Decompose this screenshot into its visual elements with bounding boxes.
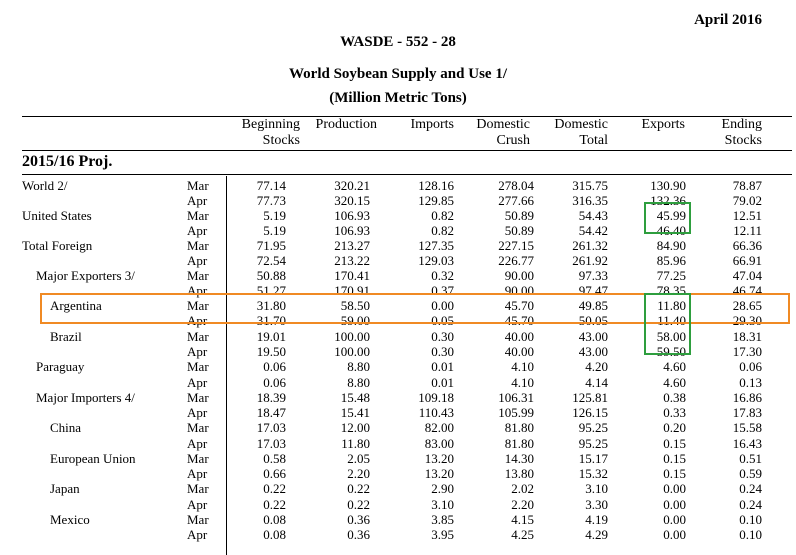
cell-value: 18.31 [732,329,762,344]
row-month: Apr [187,527,208,542]
cell-value: 129.85 [418,193,454,208]
cell-value: 261.32 [572,238,608,253]
table-row [0,497,796,512]
column-header-ending-stocks [722,117,762,149]
cell-value: 16.43 [732,436,762,451]
table-row [0,420,796,435]
cell-value: 8.80 [347,375,370,390]
cell-value: 0.10 [739,527,762,542]
row-label: China [50,420,82,435]
cell-value: 77.14 [256,178,286,193]
row-label: World 2/ [22,178,68,193]
cell-value: 13.80 [504,466,534,481]
table-row [0,527,796,542]
cell-value: 15.32 [578,466,608,481]
cell-value: 28.65 [732,298,762,313]
cell-value: 2.20 [347,466,370,481]
cell-value: 315.75 [572,178,608,193]
row-month: Apr [187,375,208,390]
table-title: World Soybean Supply and Use 1/ [289,66,507,82]
cell-value: 3.95 [431,527,454,542]
cell-value: 106.93 [334,223,370,238]
table-row [0,253,796,268]
cell-value: 0.00 [663,481,686,496]
table-row [0,238,796,253]
cell-value: 278.04 [498,178,534,193]
cell-value: 227.15 [498,238,534,253]
cell-value: 95.25 [578,420,608,435]
cell-value: 78.35 [656,283,686,298]
cell-value: 110.43 [418,405,454,420]
row-month: Apr [187,193,208,208]
cell-value: 320.15 [334,193,370,208]
row-month: Apr [187,436,208,451]
cell-value: 0.15 [663,451,686,466]
column-header-exports [641,117,685,133]
table-row [0,359,796,374]
cell-value: 0.06 [263,375,286,390]
cell-value: 0.15 [663,466,686,481]
cell-value: 17.03 [256,436,286,451]
cell-value: 4.20 [585,359,608,374]
cell-value: 5.19 [263,223,286,238]
row-month: Mar [187,420,209,435]
cell-value: 83.00 [424,436,454,451]
cell-value: 11.40 [657,313,686,328]
column-header-line2: Stocks [724,133,762,148]
cell-value: 43.00 [578,344,608,359]
cell-value: 4.14 [585,375,608,390]
cell-value: 0.10 [739,512,762,527]
row-month: Mar [187,390,209,405]
cell-value: 78.87 [732,178,762,193]
cell-value: 95.25 [578,436,608,451]
cell-value: 0.30 [431,329,454,344]
cell-value: 2.90 [431,481,454,496]
row-label: Major Exporters 3/ [36,268,135,283]
column-header-line1: Domestic [554,117,608,132]
cell-value: 54.42 [578,223,608,238]
row-month: Mar [187,238,209,253]
row-month: Mar [187,178,209,193]
cell-value: 50.89 [504,208,534,223]
row-label: Paraguay [36,359,85,374]
cell-value: 50.88 [256,268,286,283]
cell-value: 0.01 [431,375,454,390]
row-month: Mar [187,268,209,283]
cell-value: 4.10 [511,359,534,374]
row-month: Mar [187,451,209,466]
cell-value: 0.00 [663,527,686,542]
column-header-imports [410,117,454,133]
cell-value: 100.00 [334,329,370,344]
cell-value: 0.51 [739,451,762,466]
cell-value: 4.25 [511,527,534,542]
cell-value: 0.00 [663,497,686,512]
cell-value: 19.01 [256,329,286,344]
cell-value: 130.90 [650,178,686,193]
cell-value: 18.39 [256,390,286,405]
cell-value: 5.19 [263,208,286,223]
row-month: Mar [187,208,209,223]
cell-value: 81.80 [504,420,534,435]
row-label: Major Importers 4/ [36,390,135,405]
cell-value: 18.47 [256,405,286,420]
cell-value: 0.22 [347,497,370,512]
cell-value: 0.38 [663,390,686,405]
cell-value: 3.85 [431,512,454,527]
cell-value: 0.37 [431,283,454,298]
cell-value: 58.50 [340,298,370,313]
cell-value: 17.30 [732,344,762,359]
cell-value: 0.22 [263,481,286,496]
column-header-line1: Imports [410,117,454,132]
table-row [0,512,796,527]
row-month: Mar [187,359,209,374]
column-header-production [316,117,377,133]
cell-value: 82.00 [424,420,454,435]
cell-value: 213.27 [334,238,370,253]
table-units: (Million Metric Tons) [329,90,467,106]
row-month: Apr [187,313,208,328]
row-label: Argentina [50,298,102,313]
cell-value: 0.66 [263,466,286,481]
cell-value: 15.17 [578,451,608,466]
row-month: Mar [187,298,209,313]
cell-value: 72.54 [256,253,286,268]
cell-value: 84.90 [656,238,686,253]
cell-value: 126.15 [572,405,608,420]
cell-value: 58.00 [656,329,686,344]
cell-value: 16.86 [732,390,762,405]
cell-value: 0.15 [663,436,686,451]
cell-value: 316.35 [572,193,608,208]
row-label: United States [22,208,92,223]
cell-value: 12.00 [340,420,370,435]
exports-highlight-box-us [644,202,691,234]
cell-value: 29.30 [732,313,762,328]
row-month: Mar [187,481,209,496]
cell-value: 51.27 [256,283,286,298]
table-row [0,466,796,481]
cell-value: 4.29 [585,527,608,542]
cell-value: 50.05 [578,313,608,328]
cell-value: 97.47 [578,283,608,298]
header-bottom-rule [22,150,792,151]
cell-value: 47.04 [732,268,762,283]
column-header-line1: Exports [641,117,685,132]
cell-value: 0.24 [739,481,762,496]
cell-value: 4.15 [511,512,534,527]
cell-value: 127.35 [418,238,454,253]
cell-value: 31.80 [256,298,286,313]
cell-value: 71.95 [256,238,286,253]
cell-value: 8.80 [347,359,370,374]
column-header-beginning-stocks [242,117,300,149]
cell-value: 3.30 [585,497,608,512]
cell-value: 49.85 [578,298,608,313]
cell-value: 170.41 [334,268,370,283]
cell-value: 0.82 [431,208,454,223]
table-row [0,268,796,283]
cell-value: 4.60 [663,359,686,374]
cell-value: 0.06 [739,359,762,374]
cell-value: 129.03 [418,253,454,268]
cell-value: 11.80 [341,436,370,451]
cell-value: 97.33 [578,268,608,283]
row-month: Apr [187,223,208,238]
row-month: Apr [187,497,208,512]
cell-value: 45.99 [656,208,686,223]
cell-value: 320.21 [334,178,370,193]
column-header-line1: Domestic [476,117,530,132]
cell-value: 2.05 [347,451,370,466]
cell-value: 0.36 [347,512,370,527]
column-header-domestic-crush [476,117,530,149]
row-month: Apr [187,253,208,268]
section-rule [22,174,792,175]
cell-value: 0.01 [431,359,454,374]
cell-value: 54.43 [578,208,608,223]
cell-value: 0.00 [663,512,686,527]
cell-value: 0.58 [263,451,286,466]
cell-value: 79.02 [732,193,762,208]
column-header-line2: Total [579,133,608,148]
row-month: Apr [187,466,208,481]
row-month: Mar [187,329,209,344]
cell-value: 90.00 [504,268,534,283]
cell-value: 19.50 [256,344,286,359]
cell-value: 277.66 [498,193,534,208]
table-row [0,390,796,405]
column-header-line1: Production [315,117,377,132]
cell-value: 0.06 [263,359,286,374]
cell-value: 13.20 [424,451,454,466]
cell-value: 14.30 [504,451,534,466]
cell-value: 125.81 [572,390,608,405]
cell-value: 0.82 [431,223,454,238]
table-row [0,375,796,390]
cell-value: 0.22 [263,497,286,512]
cell-value: 0.13 [739,375,762,390]
cell-value: 0.20 [663,420,686,435]
table-row [0,405,796,420]
cell-value: 66.36 [732,238,762,253]
cell-value: 0.24 [739,497,762,512]
cell-value: 0.33 [663,405,686,420]
cell-value: 59.50 [656,344,686,359]
cell-value: 66.91 [732,253,762,268]
cell-value: 170.91 [334,283,370,298]
cell-value: 81.80 [504,436,534,451]
cell-value: 31.70 [256,313,286,328]
cell-value: 0.00 [431,298,454,313]
report-code: WASDE - 552 - 28 [340,34,456,50]
cell-value: 132.36 [650,193,686,208]
cell-value: 105.99 [498,405,534,420]
row-month: Apr [187,283,208,298]
cell-value: 50.89 [504,223,534,238]
cell-value: 100.00 [334,344,370,359]
cell-value: 46.40 [656,223,686,238]
cell-value: 12.51 [732,208,762,223]
cell-value: 128.16 [418,178,454,193]
cell-value: 40.00 [504,344,534,359]
cell-value: 17.83 [732,405,762,420]
report-date: April 2016 [694,12,762,28]
cell-value: 0.59 [739,466,762,481]
cell-value: 17.03 [256,420,286,435]
row-label: European Union [50,451,136,466]
cell-value: 109.18 [418,390,454,405]
cell-value: 0.08 [263,512,286,527]
table-row [0,178,796,193]
exports-highlight-box-argentina-brazil [644,293,691,355]
cell-value: 13.20 [424,466,454,481]
column-header-line2: Stocks [262,133,300,148]
cell-value: 46.74 [732,283,762,298]
cell-value: 261.92 [572,253,608,268]
cell-value: 3.10 [431,497,454,512]
cell-value: 40.00 [504,329,534,344]
table-row [0,451,796,466]
cell-value: 77.73 [256,193,286,208]
row-label: Mexico [50,512,90,527]
cell-value: 4.19 [585,512,608,527]
row-label: Brazil [50,329,82,344]
cell-value: 4.60 [663,375,686,390]
cell-value: 0.22 [347,481,370,496]
cell-value: 11.80 [657,298,686,313]
row-label: Total Foreign [22,238,93,253]
cell-value: 59.00 [340,313,370,328]
cell-value: 12.11 [733,223,762,238]
column-header-line1: Beginning [241,117,300,132]
cell-value: 106.31 [498,390,534,405]
cell-value: 4.10 [511,375,534,390]
cell-value: 0.36 [347,527,370,542]
row-month: Apr [187,344,208,359]
cell-value: 2.20 [511,497,534,512]
section-label: 2015/16 Proj. [22,153,113,170]
cell-value: 77.25 [656,268,686,283]
cell-value: 3.10 [585,481,608,496]
cell-value: 106.93 [334,208,370,223]
cell-value: 43.00 [578,329,608,344]
cell-value: 15.58 [732,420,762,435]
cell-value: 0.05 [431,313,454,328]
cell-value: 15.41 [340,405,370,420]
cell-value: 15.48 [340,390,370,405]
cell-value: 0.32 [431,268,454,283]
cell-value: 0.08 [263,527,286,542]
cell-value: 213.22 [334,253,370,268]
row-month: Mar [187,512,209,527]
cell-value: 2.02 [511,481,534,496]
cell-value: 0.30 [431,344,454,359]
column-header-domestic-total [554,117,608,149]
cell-value: 226.77 [498,253,534,268]
table-row [0,436,796,451]
row-label: Japan [50,481,80,496]
cell-value: 45.70 [504,298,534,313]
cell-value: 90.00 [504,283,534,298]
column-header-line2: Crush [496,133,530,148]
cell-value: 45.70 [504,313,534,328]
row-month: Apr [187,405,208,420]
column-header-line1: Ending [721,117,762,132]
table-row [0,481,796,496]
cell-value: 85.96 [656,253,686,268]
